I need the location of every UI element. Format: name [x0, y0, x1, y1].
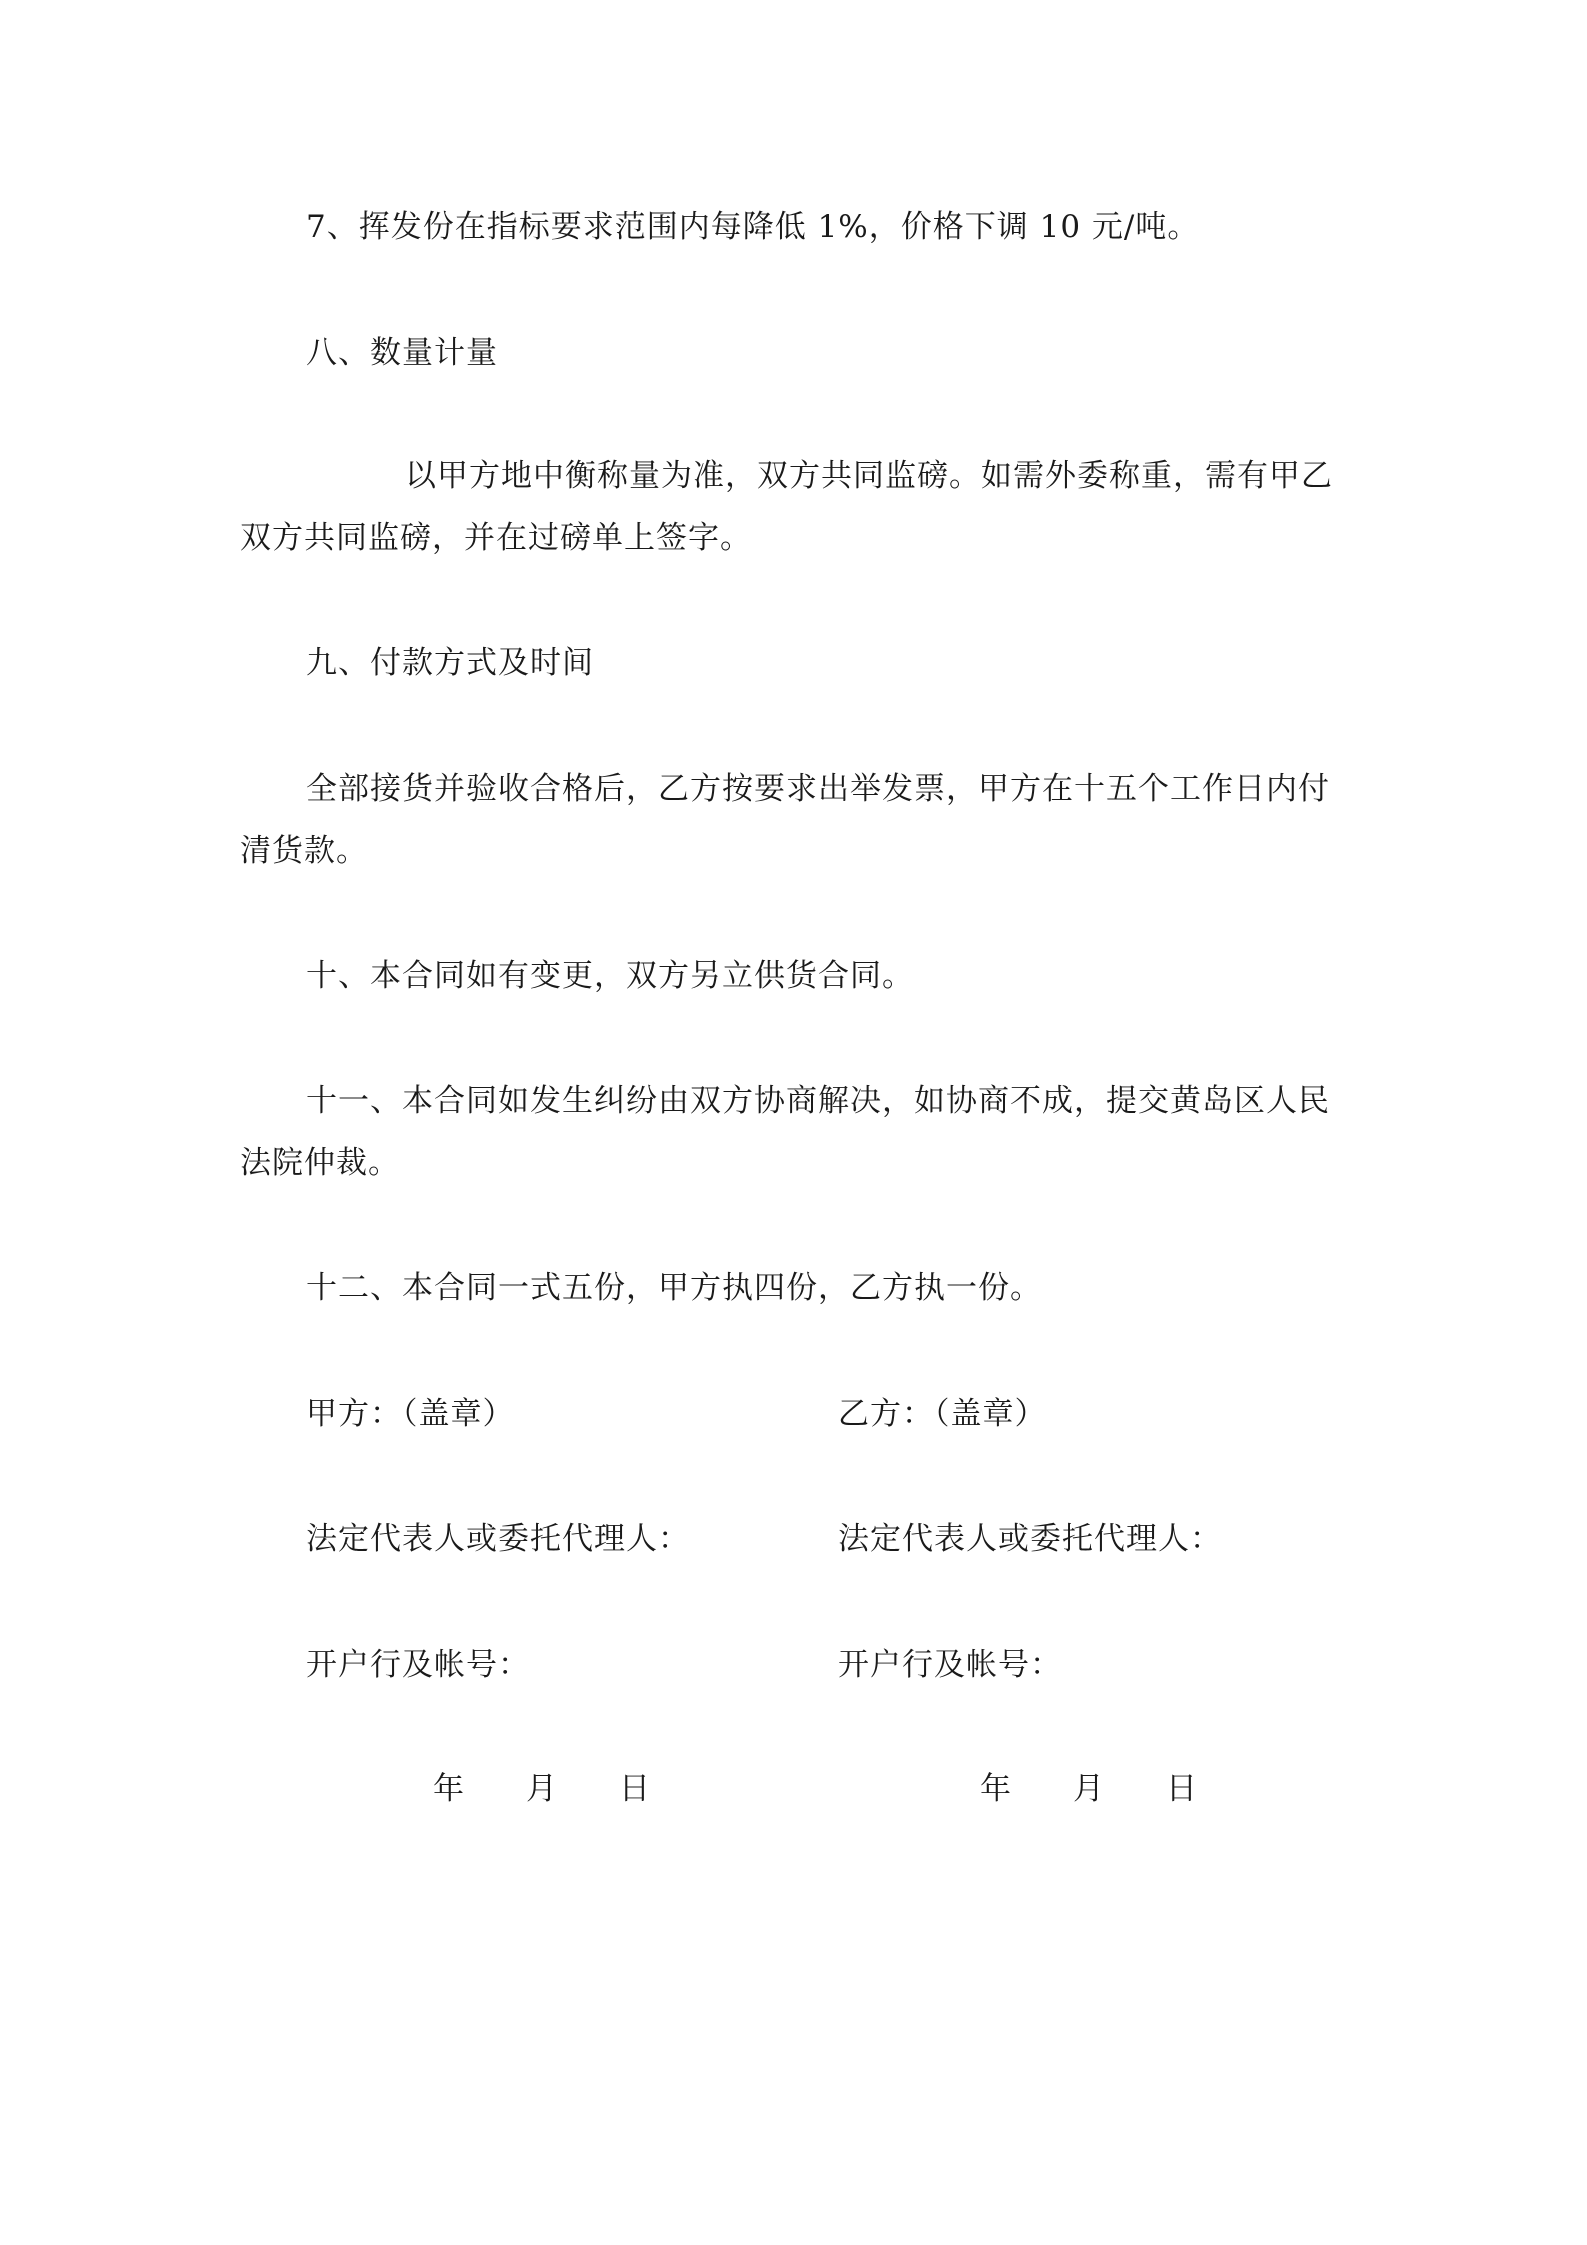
party-b-bank-account: 开户行及帐号：	[838, 1647, 1062, 1683]
clause-item-7: 7、挥发份在指标要求范围内每降低 1%，价格下调 10 元/吨。	[306, 209, 1200, 245]
party-a-representative: 法定代表人或委托代理人：	[306, 1521, 690, 1557]
party-a-seal: 甲方：（盖章）	[306, 1396, 515, 1432]
section-10: 十、本合同如有变更，双方另立供货合同。	[306, 958, 914, 994]
party-b-representative: 法定代表人或委托代理人：	[838, 1521, 1222, 1557]
party-b-seal: 乙方：（盖章）	[838, 1396, 1047, 1432]
party-b-date: 年 月 日	[980, 1771, 1197, 1807]
section-8-body: 以甲方地中衡称量为准，双方共同监磅。如需外委称重，需有甲乙双方共同监磅，并在过磅单上签字。	[240, 458, 1333, 556]
section-9-title: 九、付款方式及时间	[306, 645, 594, 681]
party-a-bank-account: 开户行及帐号：	[306, 1647, 530, 1683]
section-9-body: 全部接货并验收合格后，乙方按要求出举发票，甲方在十五个工作日内付清货款。	[240, 771, 1330, 869]
section-12: 十二、本合同一式五份，甲方执四份，乙方执一份。	[306, 1270, 1042, 1306]
section-11: 十一、本合同如发生纠纷由双方协商解决，如协商不成，提交黄岛区人民法院仲裁。	[240, 1083, 1330, 1181]
party-a-date: 年 月 日	[433, 1771, 650, 1807]
section-8-title: 八、数量计量	[306, 335, 498, 371]
